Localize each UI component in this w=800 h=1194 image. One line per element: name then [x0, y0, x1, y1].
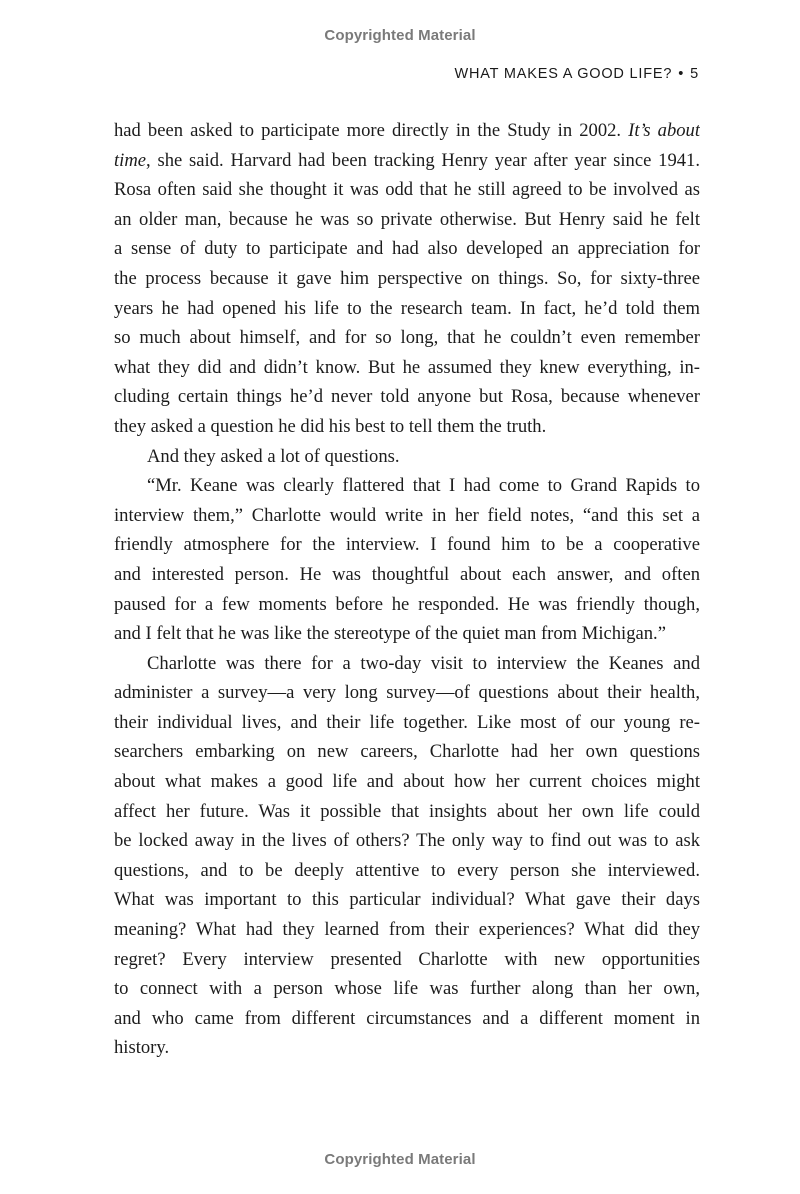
copyright-watermark-top: Copyrighted Material [324, 27, 476, 44]
text-line: meaning? What had they learned from their experiences? What did they [114, 919, 700, 941]
text-line: affect her future. Was it possible that insights about her own life could [114, 800, 700, 822]
text-line: what they did and didn’t know. But he assumed they knew everything, in- [114, 356, 700, 378]
page-number: 5 [690, 66, 699, 82]
text-line: a sense of duty to participate and had also developed an appreciation for [114, 238, 700, 260]
text-line: searchers embarking on new careers, Charlotte had her own questions [114, 741, 700, 763]
body-text [114, 116, 700, 1063]
text-line: Rosa often said she thought it was odd that he still agreed to be involved as [114, 179, 700, 201]
text-line: history. [114, 1037, 170, 1059]
text-line: and I felt that he was like the stereotype of the quiet man from Michigan.” [114, 623, 666, 645]
text-line: the process because it gave him perspective on things. So, for sixty-three [114, 267, 700, 289]
italic-text-run: time [114, 149, 147, 171]
text-line: What was important to this particular individual? What gave their days [114, 889, 700, 911]
text-line: questions, and to be deeply attentive to every person she interviewed. [114, 859, 700, 881]
text-line: administer a survey—a very long survey—of questions about their health, [114, 682, 700, 704]
text-line: years he had opened his life to the research team. In fact, he’d told them [114, 297, 700, 319]
copyright-watermark-bottom: Copyrighted Material [324, 1151, 476, 1168]
text-line: friendly atmosphere for the interview. I found him to be a cooperative [114, 534, 700, 556]
text-line: regret? Every interview presented Charlotte with new opportunities [114, 948, 700, 970]
text-line: about what makes a good life and about how her current choices might [114, 771, 700, 793]
running-head [455, 66, 699, 82]
text-line: they asked a question he did his best to tell them the truth. [114, 415, 547, 437]
chapter-title: WHAT MAKES A GOOD LIFE? [454, 66, 673, 82]
text-line: cluding certain things he’d never told anyone but Rosa, because whenever [114, 386, 700, 408]
text-line [114, 116, 700, 146]
italic-text-run: It’s about [628, 120, 700, 141]
text-line: interview them,” Charlotte would write in her field notes, “and this set a [114, 504, 700, 526]
text-line: And they asked a lot of questions. [147, 445, 400, 467]
text-line: an older man, because he was so private otherwise. But Henry said he felt [114, 208, 700, 230]
text-line: so much about himself, and for so long, that he couldn’t even remember [114, 327, 700, 349]
text-line: and who came from different circumstances and a different moment in [114, 1007, 700, 1029]
text-line: their individual lives, and their life together. Like most of our young re- [114, 711, 700, 733]
text-line: to connect with a person whose life was further along than her own, [114, 978, 700, 1000]
text-run: had been asked to participate more directly in the Study in 2002. [114, 120, 629, 141]
text-line [114, 146, 700, 176]
text-line: “Mr. Keane was clearly flattered that I had come to Grand Rapids to [147, 475, 700, 497]
text-line: paused for a few moments before he responded. He was friendly though, [114, 593, 700, 615]
text-line: and interested person. He was thoughtful about each answer, and often [114, 563, 700, 585]
text-line: Charlotte was there for a two-day visit to interview the Keanes and [147, 652, 700, 674]
text-line: be locked away in the lives of others? The only way to find out was to ask [114, 830, 700, 852]
text-run: , she said. Harvard had been tracking Henry year after year since 1941. [146, 149, 700, 171]
bullet-separator: • [678, 66, 685, 82]
